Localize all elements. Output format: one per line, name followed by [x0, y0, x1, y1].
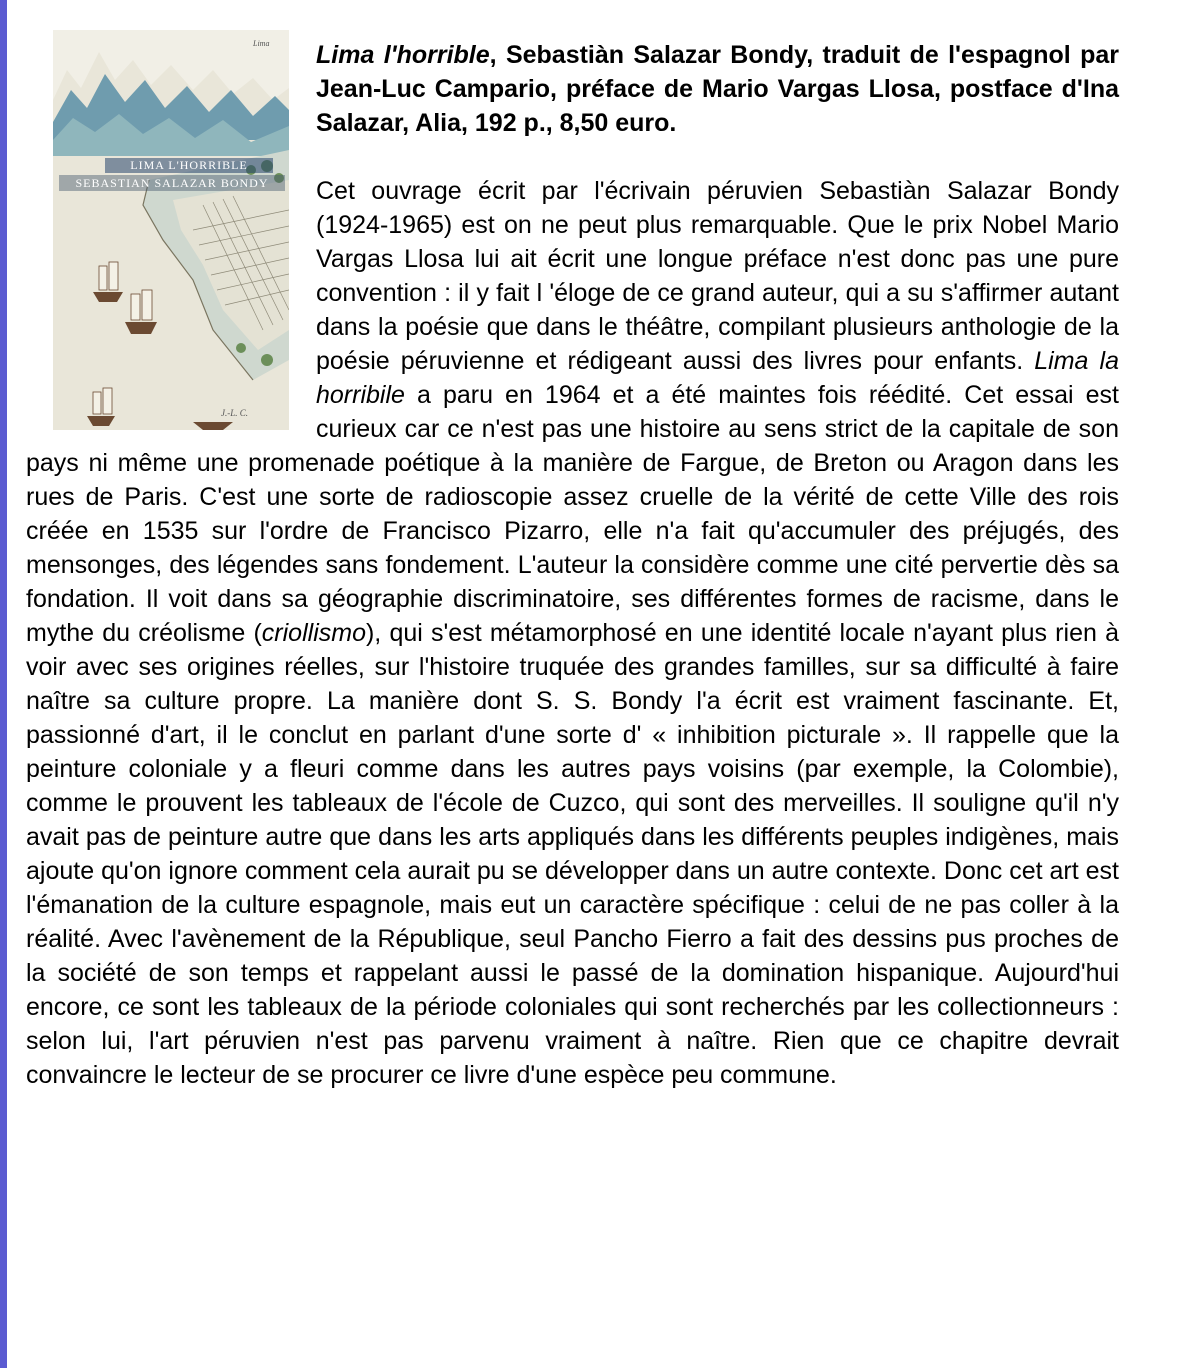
review-text-part-2: a paru en 1964 et a été maintes fois réédité. Cet essai est curieux car ce n'est pas une histoire au sens strict de la capitale de son pays ni même une promenade poétique à la manière de Fargue, de Breton ou Aragon dans les rues de Paris. C'est une sorte de radioscopie assez cruelle de la vérité de cette Ville des rois créée en 1535 sur l'ordre de Francisco Pizarro, elle n'a fait qu'accumuler des préjugés, des mensonges, des légendes sans fondement. L'auteur la considère comme une cité pervertie dès sa fondation. Il voit dans sa géographie discriminatoire, ses différentes formes de racisme, dans le mythe du créolisme (	[26, 381, 1119, 647]
left-accent-bar	[0, 0, 7, 1368]
cover-title: LIMA L'HORRIBLE	[105, 158, 273, 173]
svg-text:Lima: Lima	[253, 39, 270, 48]
book-review-article	[26, 38, 1119, 1092]
review-italic-title: Lima la horribile	[316, 347, 1119, 409]
review-text-part-1: Cet ouvrage écrit par l'écrivain péruvien Sebastiàn Salazar Bondy (1924-1965) est on ne peut plus remarquable. Que le prix Nobel Mario Vargas Llosa lui ait écrit une longue préface n'est donc pas une pure convention : il y fait l 'éloge de ce grand auteur, qui a su s'affirmer autant dans la poésie que dans le théâtre, compilant plusieurs anthologie de la poésie péruvienne et rédigeant aussi des livres pour enfants.	[316, 177, 1119, 375]
book-cover-image	[53, 30, 289, 430]
cover-author: SEBASTIAN SALAZAR BONDY	[59, 175, 285, 191]
review-italic-term: criollismo	[261, 619, 366, 647]
cover-map-illustration	[53, 30, 289, 430]
book-title: Lima l'horrible	[316, 41, 490, 69]
review-text-part-3: ), qui s'est métamorphosé en une identité locale n'ayant plus rien à voir avec ses origines réelles, sur l'histoire truquée des grandes familles, sur sa difficulté à faire naître sa culture propre. La manière dont S. S. Bondy l'a écrit est vraiment fascinante. Et, passionné d'art, il le conclut en parlant d'une sorte d' « inhibition picturale ». Il rappelle que la peinture coloniale y a fleuri comme dans les autres pays voisins (par exemple, la Colombie), comme le prouvent les tableaux de l'école de Cuzco, qui sont des merveilles. Il souligne qu'il n'y avait pas de peinture autre que dans les arts appliqués dans les différents peuples indigènes, mais ajoute qu'on ignore comment cela aurait pu se développer dans un autre contexte. Donc cet art est l'émanation de la culture espagnole, mais eut un caractère spécifique : celui de ne pas coller à la réalité. Avec l'avènement de la République, seul Pancho Fierro a fait des dessins pus proches de la société de son temps et rappelant aussi le passé de la domination hispanique. Aujourd'hui encore, ce sont les tableaux de la période coloniales qui sont recherchés par les collectionneurs : selon lui, l'art péruvien n'est pas parvenu vraiment à naître. Rien que ce chapitre devrait convaincre le lecteur de se procurer ce livre d'une espèce peu commune.	[26, 619, 1119, 1089]
svg-text:J.-L. C.: J.-L. C.	[221, 408, 248, 418]
book-details: , Sebastiàn Salazar Bondy, traduit de l'espagnol par Jean-Luc Campario, préface de Mario Vargas Llosa, postface d'Ina Salazar, Alia, 192 p., 8,50 euro.	[316, 41, 1119, 137]
